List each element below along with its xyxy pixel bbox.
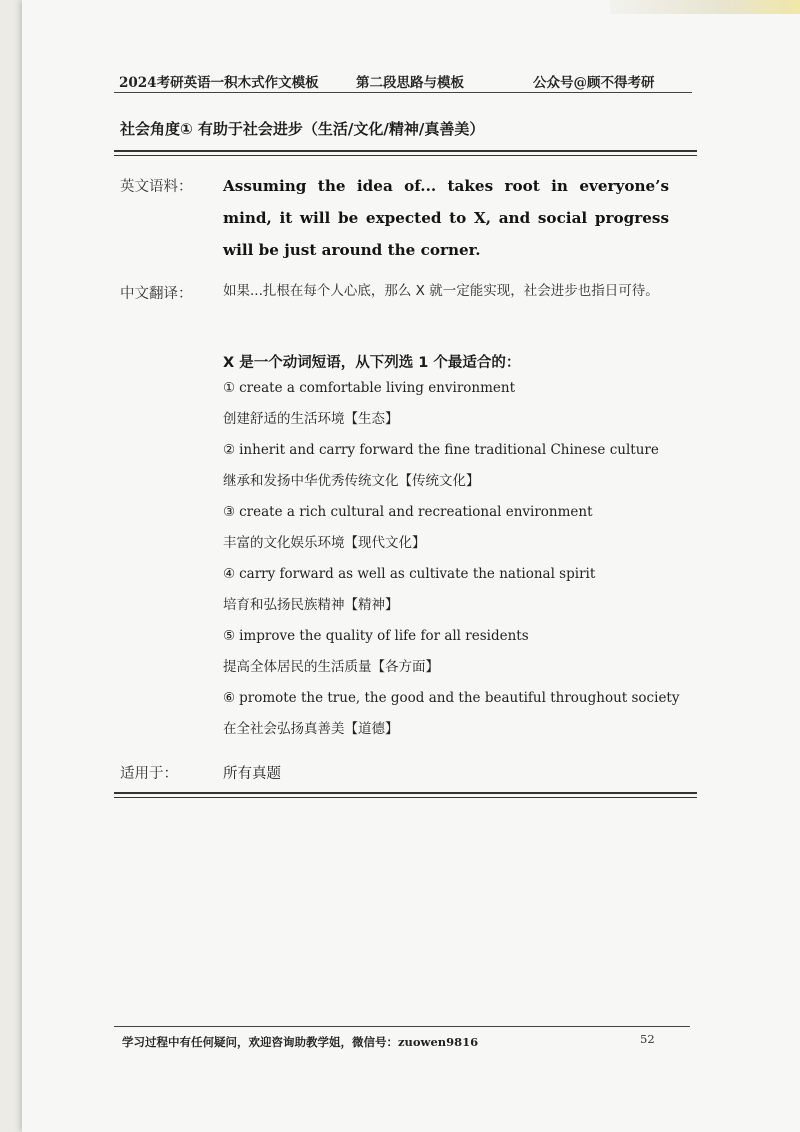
option-number: ① (223, 380, 236, 396)
english-label: 英文语料： (120, 179, 193, 195)
option-chinese: 继承和发扬中华优秀传统文化【传统文化】 (223, 473, 480, 489)
header-right: 公众号@顾不得考研 (533, 75, 655, 91)
double-rule-bottom (114, 792, 697, 798)
option-chinese: 培育和弘扬民族精神【精神】 (223, 597, 399, 613)
option-item (223, 621, 683, 683)
option-number: ⑥ (223, 690, 236, 706)
option-english: promote the true, the good and the beautiful throughout society (239, 690, 680, 706)
option-chinese: 提高全体居民的生活质量【各方面】 (223, 659, 439, 675)
option-english: create a rich cultural and recreational environment (239, 504, 593, 520)
chinese-label: 中文翻译： (120, 286, 193, 302)
chinese-text: 如果...扎根在每个人心底，那么 X 就一定能实现，社会进步也指日可待。 (223, 283, 659, 299)
option-chinese: 创建舒适的生活环境【生态】 (223, 411, 399, 427)
option-english: inherit and carry forward the fine traditional Chinese culture (239, 442, 659, 458)
option-english: carry forward as well as cultivate the national spirit (239, 566, 596, 582)
section-title: 社会角度① 有助于社会进步（生活/文化/精神/真善美） (120, 120, 485, 138)
option-number: ③ (223, 504, 236, 520)
option-number: ⑤ (223, 628, 236, 644)
option-item (223, 435, 683, 497)
option-item (223, 683, 683, 745)
footer-text: 学习过程中有任何疑问，欢迎咨询助教学姐，微信号：zuowen9816 (122, 1035, 479, 1049)
option-english: improve the quality of life for all residents (239, 628, 529, 644)
option-chinese: 在全社会弘扬真善美【道德】 (223, 721, 399, 737)
option-item (223, 373, 683, 435)
applicable-label: 适用于： (120, 766, 178, 782)
page-corner-edge (610, 0, 800, 14)
option-list (223, 373, 683, 745)
option-chinese: 丰富的文化娱乐环境【现代文化】 (223, 535, 426, 551)
header-center: 第二段思路与模板 (356, 75, 464, 91)
option-number: ② (223, 442, 236, 458)
option-item (223, 559, 683, 621)
double-rule-top (114, 150, 697, 156)
english-text: Assuming the idea of... takes root in everyone’s mind, it will be expected to X, and social progress will be just around the corner. (223, 177, 669, 259)
option-number: ④ (223, 566, 236, 582)
document-page (22, 0, 800, 1132)
header-left: 2024考研英语一积木式作文模板 (119, 75, 319, 91)
page-number: 52 (640, 1032, 655, 1046)
header-rule (114, 92, 692, 93)
footer-rule (114, 1026, 690, 1027)
option-english: create a comfortable living environment (239, 380, 516, 396)
x-heading: X 是一个动词短语，从下列选 1 个最适合的： (223, 355, 521, 371)
option-item (223, 497, 683, 559)
applicable-text: 所有真题 (223, 766, 281, 782)
